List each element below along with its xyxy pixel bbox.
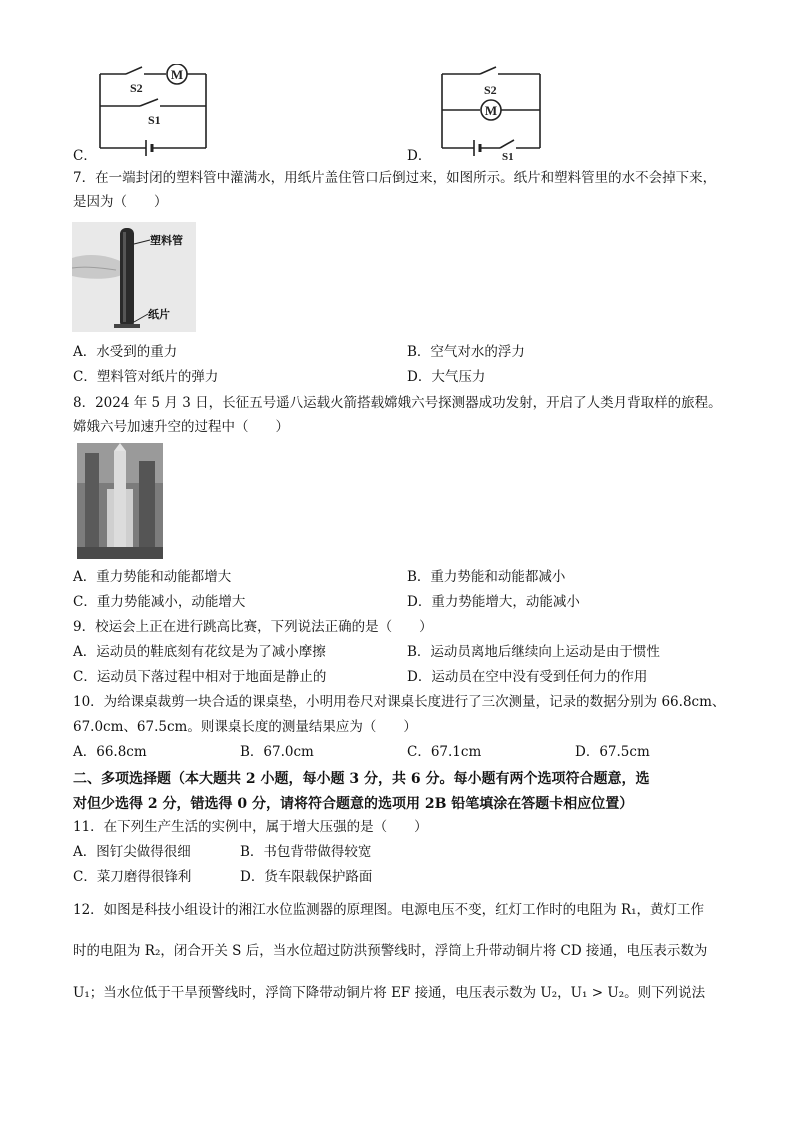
paper-label: 纸片	[148, 308, 170, 321]
q9-option-a: A．运动员的鞋底刻有花纹是为了减小摩擦	[73, 644, 326, 660]
section2-heading-line1: 二、多项选择题（本大题共 2 小题，每小题 3 分，共 6 分。每小题有两个选项符合题意，选	[73, 771, 650, 787]
q10-stem-line1: 10．为给课桌裁剪一块合适的课桌垫，小明用卷尺对课桌长度进行了三次测量，记录的数据分别为 66.8cm、	[73, 694, 726, 710]
option-c-label: C．	[73, 148, 97, 164]
q10-option-c: C．67.1cm	[407, 744, 482, 760]
q10-option-a: A．66.8cm	[73, 744, 147, 760]
q8-stem-line1: 8．2024 年 5 月 3 日，长征五号遥八运载火箭搭载嫦娥六号探测器成功发射，开启了人类月背取样的旅程。	[73, 395, 722, 411]
q7-option-d: D．大气压力	[407, 369, 486, 385]
q7-option-a: A．水受到的重力	[73, 344, 178, 360]
plastic-tube-photo	[72, 222, 196, 332]
q8-option-c: C．重力势能减小，动能增大	[73, 594, 246, 610]
q9-stem: 9．校运会上正在进行跳高比赛，下列说法正确的是（ ）	[73, 619, 433, 635]
q7-option-c: C．塑料管对纸片的弹力	[73, 369, 219, 385]
q9-option-c: C．运动员下落过程中相对于地面是静止的	[73, 669, 327, 685]
circuit-diagram-c	[92, 64, 212, 160]
q12-line2: 时的电阻为 R₂，闭合开关 S 后，当水位超过防洪预警线时，浮筒上升带动铜片将 CD 接通，电压表示数为	[73, 943, 708, 959]
switch-label-d-s2: S2	[484, 83, 497, 97]
motor-label-d: M	[484, 103, 498, 118]
section2-heading-line2: 对但少选得 2 分，错选得 0 分，请将符合题意的选项用 2B 铅笔填涂在答题卡相应位置）	[73, 796, 634, 812]
switch-label-c-s1: S1	[148, 113, 161, 127]
q8-stem-line2: 嫦娥六号加速升空的过程中（ ）	[73, 419, 289, 435]
q10-stem-line2: 67.0cm、67.5cm。则课桌长度的测量结果应为（ ）	[73, 719, 417, 735]
rocket-launch-photo	[77, 443, 163, 559]
q9-option-d: D．运动员在空中没有受到任何力的作用	[407, 669, 648, 685]
q7-stem-line1: 7．在一端封闭的塑料管中灌满水，用纸片盖住管口后倒过来，如图所示。纸片和塑料管里的水不会掉下来，	[73, 170, 717, 186]
q9-option-b: B．运动员离地后继续向上运动是由于惯性	[407, 644, 660, 660]
q12-line1: 12．如图是科技小组设计的湘江水位监测器的原理图。电源电压不变，红灯工作时的电阻为 R₁，黄灯工作	[73, 902, 705, 918]
tube-label: 塑料管	[150, 234, 183, 247]
q7-option-b: B．空气对水的浮力	[407, 344, 525, 360]
q8-option-a: A．重力势能和动能都增大	[73, 569, 232, 585]
circuit-diagram-d	[434, 64, 546, 160]
q7-stem-line2: 是因为（ ）	[73, 194, 168, 210]
q10-option-b: B．67.0cm	[240, 744, 314, 760]
motor-label-c: M	[170, 67, 184, 82]
q11-stem: 11．在下列生产生活的实例中，属于增大压强的是（ ）	[73, 819, 428, 835]
switch-label-d-s1: S1	[502, 151, 514, 160]
q11-option-b: B．书包背带做得较宽	[240, 844, 372, 860]
q10-option-d: D．67.5cm	[575, 744, 650, 760]
q11-option-a: A．图钉尖做得很细	[73, 844, 191, 860]
q11-option-c: C．菜刀磨得很锋利	[73, 869, 192, 885]
option-d-label: D．	[407, 148, 432, 164]
q12-line3: U₁；当水位低于干旱预警线时，浮筒下降带动铜片将 EF 接通，电压表示数为 U₂，U₁ > U₂。则下列说法	[73, 985, 706, 1001]
q8-option-d: D．重力势能增大，动能减小	[407, 594, 580, 610]
q8-option-b: B．重力势能和动能都减小	[407, 569, 566, 585]
switch-label-c-s2: S2	[130, 81, 143, 95]
q11-option-d: D．货车限载保护路面	[240, 869, 373, 885]
